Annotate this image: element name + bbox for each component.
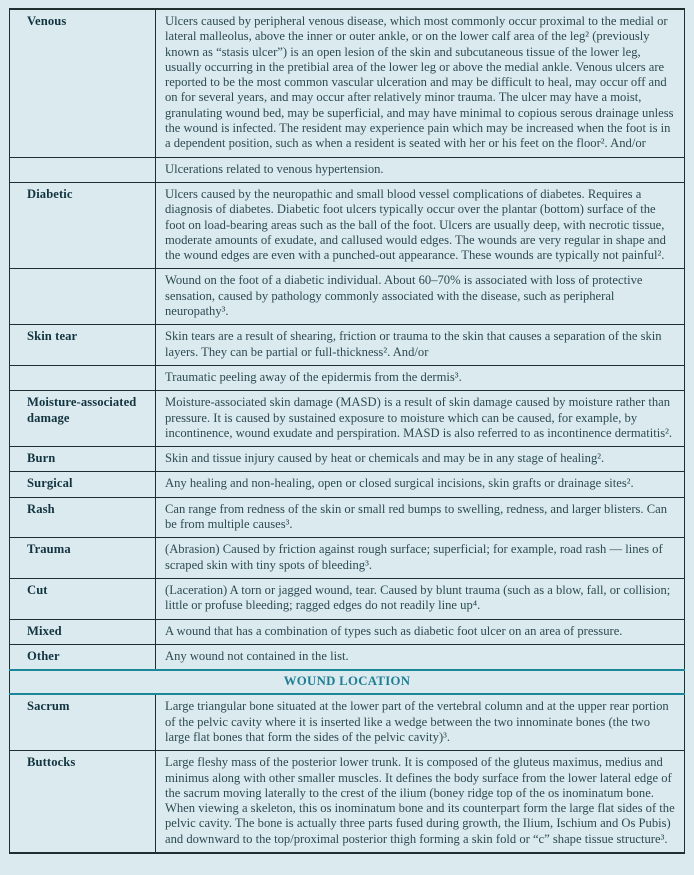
definition-cell: (Laceration) A torn or jagged wound, tear. Caused by blunt trauma (such as a blow, fall, or collision; little or profuse bleeding; ragged edges do not readily line up⁴.	[165, 582, 671, 613]
definition-cell: Any wound not contained in the list.	[165, 648, 349, 663]
table-row	[10, 619, 685, 644]
term-cell: Venous	[10, 9, 156, 157]
definition-cell: Skin tears are a result of shearing, friction or trauma to the skin that causes a separation of the skin layers. They can be partial or full-thickness². And/or	[165, 329, 662, 359]
definition-cell: (Abrasion) Caused by friction against rough surface; superficial; for example, road rash — lines of scraped skin with tiny spots of bleeding³.	[165, 542, 663, 572]
table-row	[10, 365, 685, 390]
table-row	[10, 578, 685, 619]
definition-cell: Skin and tissue injury caused by heat or chemicals and may be in any stage of healing².	[165, 451, 605, 466]
term-cell: Skin tear	[10, 325, 156, 366]
table-row	[10, 472, 685, 497]
definition-cell: Ulcers caused by the neuropathic and small blood vessel complications of diabetes. Requires a diagnosis of diabetes. Diabetic foot ulcers typically occur over the plantar (bottom) surface of the foot on load-bearing areas such as the ball of the foot. Ulcers are usually deep, with necrotic tissue, moderate amounts of exudate, and callused would edges. The wounds are very regular in shape and the wound edges are even with a punched-out appearance. These wounds are typically not painful².	[165, 186, 666, 263]
term-cell	[10, 269, 156, 325]
definition-cell: Any healing and non-healing, open or closed surgical incisions, skin grafts or drainage sites².	[165, 476, 634, 491]
table-row	[10, 644, 685, 670]
table-row	[10, 391, 685, 447]
term-cell: Burn	[10, 447, 156, 472]
definition-cell: Moisture-associated skin damage (MASD) is a result of skin damage caused by moisture rather than pressure. It is caused by sustained exposure to moisture which can be caused, for example, by incontinence, wound exudate and perspiration. MASD is also referred to as incontinence dermatitis².	[165, 395, 673, 440]
term-cell: Sacrum	[10, 694, 156, 750]
table-row	[10, 497, 685, 538]
definition-cell: Ulcerations related to venous hypertension.	[165, 161, 384, 176]
term-cell: Surgical	[10, 472, 156, 497]
term-cell: Other	[10, 644, 156, 670]
definition-cell: Wound on the foot of a diabetic individual. About 60–70% is associated with loss of protective sensation, caused by pathology commonly associated with the disease, such as peripheral neuropathy³.	[165, 273, 643, 319]
term-cell: Buttocks	[10, 751, 156, 853]
term-cell: Cut	[10, 578, 156, 619]
definition-cell: Ulcers caused by peripheral venous disease, which most commonly occur proximal to the medial or lateral malleolus, above the inner or outer ankle, or on the lower calf area of the leg² (previously known as “stasis ulcer”) is an open lesion of the skin and subcutaneous tissue of the lower leg, usually occurring in the pretibial area of the lower leg or above the medial ankle. Venous ulcers are reported to be the most common vascular ulceration and may be difficult to heal, may occur off and on for several years, and may occur after relatively minor trauma. The ulcer may have a moist, granulating wound bed, may be superficial, and may have minimal to copious serous drainage unless the wound is infected. The resident may experience pain which may be increased when the foot is in a dependent position, such as when a resident is seated with her or his feet on the floor². And/or	[165, 14, 674, 151]
term-cell	[10, 157, 156, 182]
wound-definitions-table	[9, 8, 685, 854]
table-row	[10, 9, 685, 157]
table-row	[10, 447, 685, 472]
term-cell	[10, 365, 156, 390]
term-cell: Diabetic	[10, 182, 156, 268]
term-cell: Trauma	[10, 538, 156, 579]
table-row	[10, 325, 685, 366]
table-row	[10, 157, 685, 182]
table-row	[10, 538, 685, 579]
definition-cell: Large triangular bone situated at the lower part of the vertebral column and at the upper rear portion of the pelvic cavity where it is inserted like a wedge between the two innominate bones (the two large flat bones that form the sides of the pelvic cavity)³.	[165, 699, 669, 744]
table-row	[10, 694, 685, 750]
section-header: WOUND LOCATION	[10, 670, 685, 694]
section-row	[10, 670, 685, 694]
table-row	[10, 751, 685, 853]
definition-cell: Large fleshy mass of the posterior lower trunk. It is composed of the gluteus maximus, medius and minimus along with other smaller muscles. It defines the body surface from the lower lateral edge of the sacrum moving laterally to the crest of the ilium (boney ridge top of the os inominatum bone. When viewing a skeleton, this os inominatum bone and its counterpart form the large flat sides of the pelvic cavity. The bone is actually three parts fused during growth, the Ilium, Ischium and Os Pubis) and downward to the top/proximal posterior thigh forming a skin fold or “c” shape tissue structure³.	[165, 755, 675, 846]
term-cell: Moisture-associated damage	[10, 391, 156, 447]
definition-cell: Can range from redness of the skin or small red bumps to swelling, redness, and larger blisters. Can be from multiple causes³.	[165, 501, 668, 532]
definition-cell: A wound that has a combination of types such as diabetic foot ulcer on an area of pressure.	[165, 623, 623, 638]
table-row	[10, 182, 685, 268]
definition-table-body	[10, 9, 685, 853]
table-row	[10, 269, 685, 325]
term-cell: Mixed	[10, 619, 156, 644]
term-cell: Rash	[10, 497, 156, 538]
definition-cell: Traumatic peeling away of the epidermis from the dermis³.	[165, 369, 462, 384]
